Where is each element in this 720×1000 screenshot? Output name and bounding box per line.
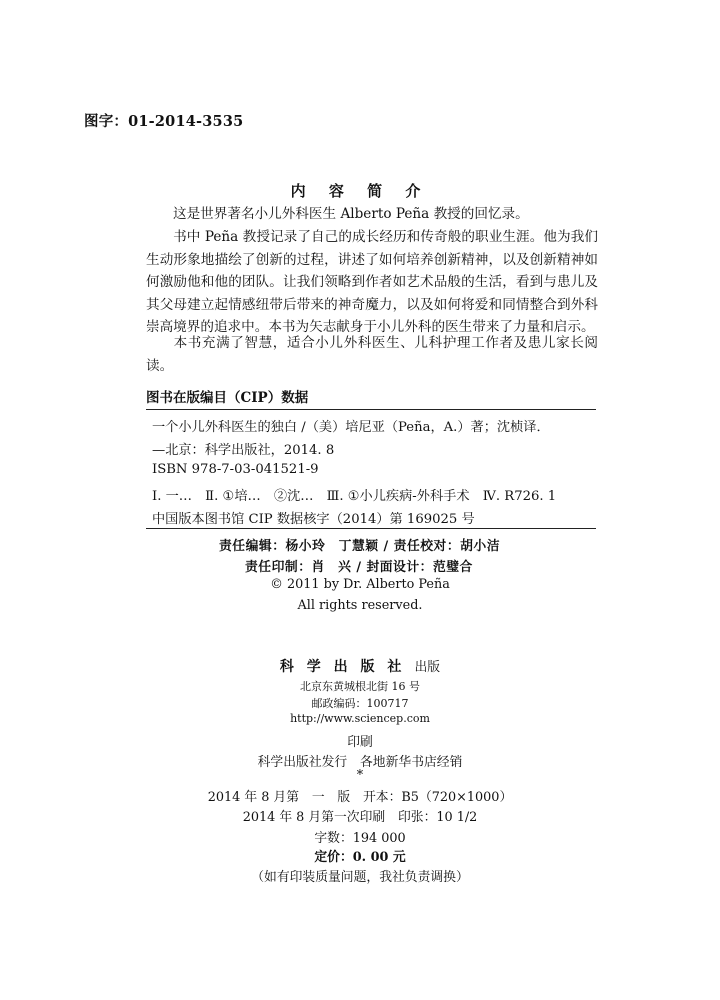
publisher-name: 科 学 出 版 社: [279, 659, 406, 675]
intro-paragraph-3: [146, 332, 598, 377]
publisher-block: [0, 656, 720, 676]
price-line: 定价：0. 00 元: [314, 850, 406, 865]
quality-note: （如有印装质量问题，我社负责调换）: [251, 870, 469, 885]
word-count: 字数：194 000: [314, 831, 406, 846]
intro-title: 内 容 简 介: [290, 182, 430, 200]
credits-print-cover: 责任印制：肖 兴 / 封面设计：范璧合: [245, 560, 473, 575]
cip-bottom-rule: [146, 528, 596, 529]
separator-star: *: [356, 768, 364, 783]
copyright-line: © 2011 by Dr. Alberto Peña: [270, 577, 450, 592]
cip-top-rule: [146, 409, 596, 410]
cip-heading: 图书在版编目（CIP）数据: [146, 390, 309, 406]
cip-title-line: 一个小儿外科医生的独白 /（美）培尼亚（Peña，A.）著；沈桢译．: [152, 420, 550, 435]
copyright-registration-number: 图字：01-2014-3535: [84, 113, 244, 130]
intro-paragraph-2-text: 书中 Peña 教授记录了自己的成长经历和传奇般的职业生涯。他为我们生动形象地描绘了创新的过程，讲述了如何培养创新精神，以及创新精神如何激励他和他的团队。让我们领略到作者如艺术品般的生活，看到与患儿及其父母建立起情感纽带后带来的神奇魔力，以及如何将爱和同情整合到外科崇高境界的追求中。本书为矢志献身于小儿外科的医生带来了力量和启示。: [146, 229, 598, 335]
distribution-line: 科学出版社发行 各地新华书店经销: [257, 755, 463, 770]
cip-imprint-line: —北京：科学出版社，2014. 8: [152, 443, 335, 458]
rights-line: All rights reserved.: [297, 598, 423, 613]
intro-paragraph-3-text: 本书充满了智慧，适合小儿外科医生、儿科护理工作者及患儿家长阅读。: [146, 335, 598, 374]
publisher-postcode: 邮政编码：100717: [311, 697, 409, 710]
cip-number: 中国版本图书馆 CIP 数据核字（2014）第 169025 号: [152, 512, 475, 527]
edition-line: 2014 年 8 月第 一 版 开本：B5（720×1000）: [207, 790, 513, 805]
cip-isbn: ISBN 978-7-03-041521-9: [152, 462, 319, 477]
publisher-action: 出版: [414, 660, 441, 675]
intro-paragraph-1: [146, 203, 598, 226]
intro-paragraph-1-text: 这是世界著名小儿外科医生 Alberto Peña 教授的回忆录。: [173, 206, 529, 222]
intro-paragraph-2: [146, 226, 598, 339]
publisher-url: http://www.sciencep.com: [290, 712, 430, 725]
printing-line: 2014 年 8 月第一次印刷 印张：10 1/2: [242, 810, 478, 825]
printer-line: 印刷: [347, 735, 373, 750]
publisher-address: 北京东黄城根北街 16 号: [300, 680, 420, 693]
credits-editors: 责任编辑：杨小玲 丁慧颖 / 责任校对：胡小洁: [219, 539, 501, 554]
cip-classification: Ⅰ. 一… Ⅱ. ①培… ②沈… Ⅲ. ①小儿疾病-外科手术 Ⅳ. R726. 1: [152, 489, 557, 504]
